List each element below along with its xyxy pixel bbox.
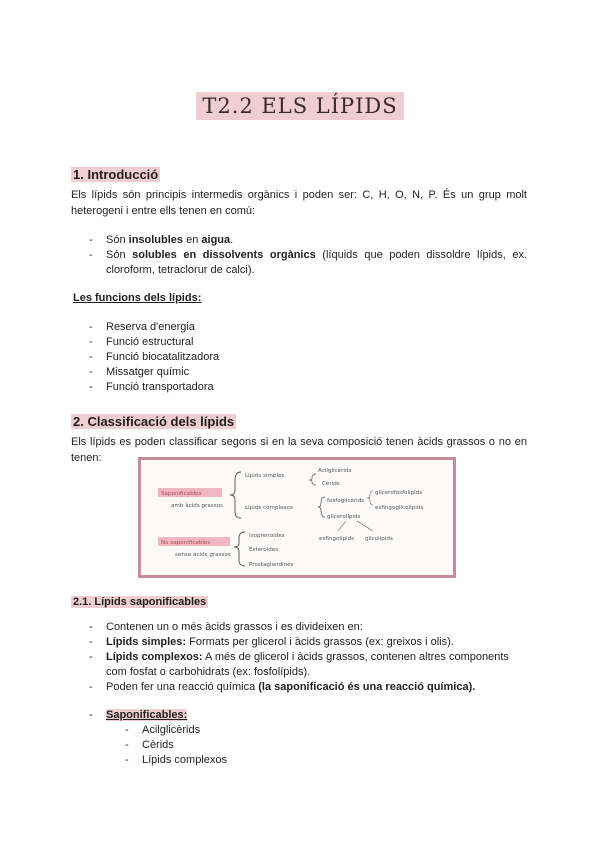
list-item: - Poden fer una reacció química (la saponificació és una reacció química). (71, 680, 527, 695)
section-heading-saponificables: 2.1. Lípids saponificables (73, 596, 207, 608)
saponificables-list (71, 620, 527, 695)
branch-line-left (338, 521, 346, 531)
saponificables-label: Saponificables: (106, 709, 188, 721)
diagram-sketch (141, 460, 453, 575)
diagram-complexos: Lípids complexos (245, 505, 293, 511)
functions-list (71, 320, 527, 395)
branch-line-right (357, 521, 373, 531)
diagram-esfingolipids: esfingolípids (319, 536, 355, 542)
diagram-esfingoglicolipids: esfingoglicolípids (375, 505, 424, 511)
diagram-simples: Lípids simples (245, 473, 285, 479)
brace-complexos (318, 497, 325, 517)
list-item: - Funció biocatalitzadora (71, 350, 527, 365)
diagram-nosap-sub: sense àcids grassos (175, 552, 231, 558)
brace-no-saponificables (234, 532, 245, 566)
properties-list (71, 233, 527, 278)
section-heading-classificacio: 2. Classificació dels lípids (73, 414, 235, 429)
diagram-cerids: Cèrids (322, 481, 340, 487)
list-item (71, 708, 527, 723)
list-item: - Lípids complexos: A més de glicerol i àcids grassos, contenen altres components com fosfat o carbohidrats (ex: fosfolípids). (71, 650, 527, 680)
classification-diagram (138, 457, 456, 578)
diagram-isoprenoides: Isoprenoides (249, 533, 285, 539)
list-item: - Lípids complexos (110, 753, 227, 768)
functions-heading: Les funcions dels lípids: (73, 292, 202, 304)
diagram-no-saponificables: No saponificables (161, 540, 211, 546)
section-heading-introduccio: 1. Introducció (73, 167, 159, 182)
list-item: - Són insolubles en aigua. (71, 233, 527, 248)
brace-saponificables (230, 472, 241, 518)
diagram-prostaglandines: Prostaglandines (249, 562, 294, 568)
saponificables-label-list (71, 708, 527, 723)
diagram-sap-sub: amb àcids grassos (171, 503, 223, 509)
diagram-glicerolipids: glicerolípids (327, 514, 361, 520)
list-item: - Són solubles en dissolvents orgànics (líquids que poden dissoldre lípids, ex. cloroform, tetraclorur de calci). (71, 248, 527, 278)
list-item: - Funció transportadora (71, 380, 527, 395)
diagram-fosfoglicerids: fosfoglicèrids (327, 498, 365, 504)
list-item: - Reserva d'energia (71, 320, 527, 335)
list-item: - Cèrids (110, 738, 227, 753)
brace-fosfoglicerids (367, 491, 373, 505)
diagram-glicolipids: glicolípids (365, 536, 393, 542)
list-item: - Lípids simples: Formats per glicerol i àcids grassos (ex: greixos i olis). (71, 635, 527, 650)
saponificables-sublist (110, 723, 227, 768)
diagram-acilglicerids: Acilglicèrids (318, 468, 352, 474)
diagram-glicerofosfolipids: glicerofosfolípids (375, 490, 423, 496)
intro-paragraph: Els lípids són principis intermedis orgànics i poden ser: C, H, O, N, P. És un grup molt heterogeni i entre ells tenen en comú: (71, 189, 527, 217)
list-item: - Funció estructural (71, 335, 527, 350)
list-item: - Contenen un o més àcids grassos i es divideixen en: (71, 620, 527, 635)
page-title: T2.2 ELS LÍPIDS (196, 92, 403, 120)
classification-paragraph: Els lípids es poden classificar segons si en la seva composició tenen àcids grassos o no en tenen: (71, 436, 527, 464)
diagram-saponificables: Saponificables (161, 491, 202, 497)
diagram-esteroides: Esteroides (249, 547, 279, 553)
list-item: - Missatger químic (71, 365, 527, 380)
brace-simples (309, 474, 316, 485)
list-item: - Acilglicèrids (110, 723, 227, 738)
